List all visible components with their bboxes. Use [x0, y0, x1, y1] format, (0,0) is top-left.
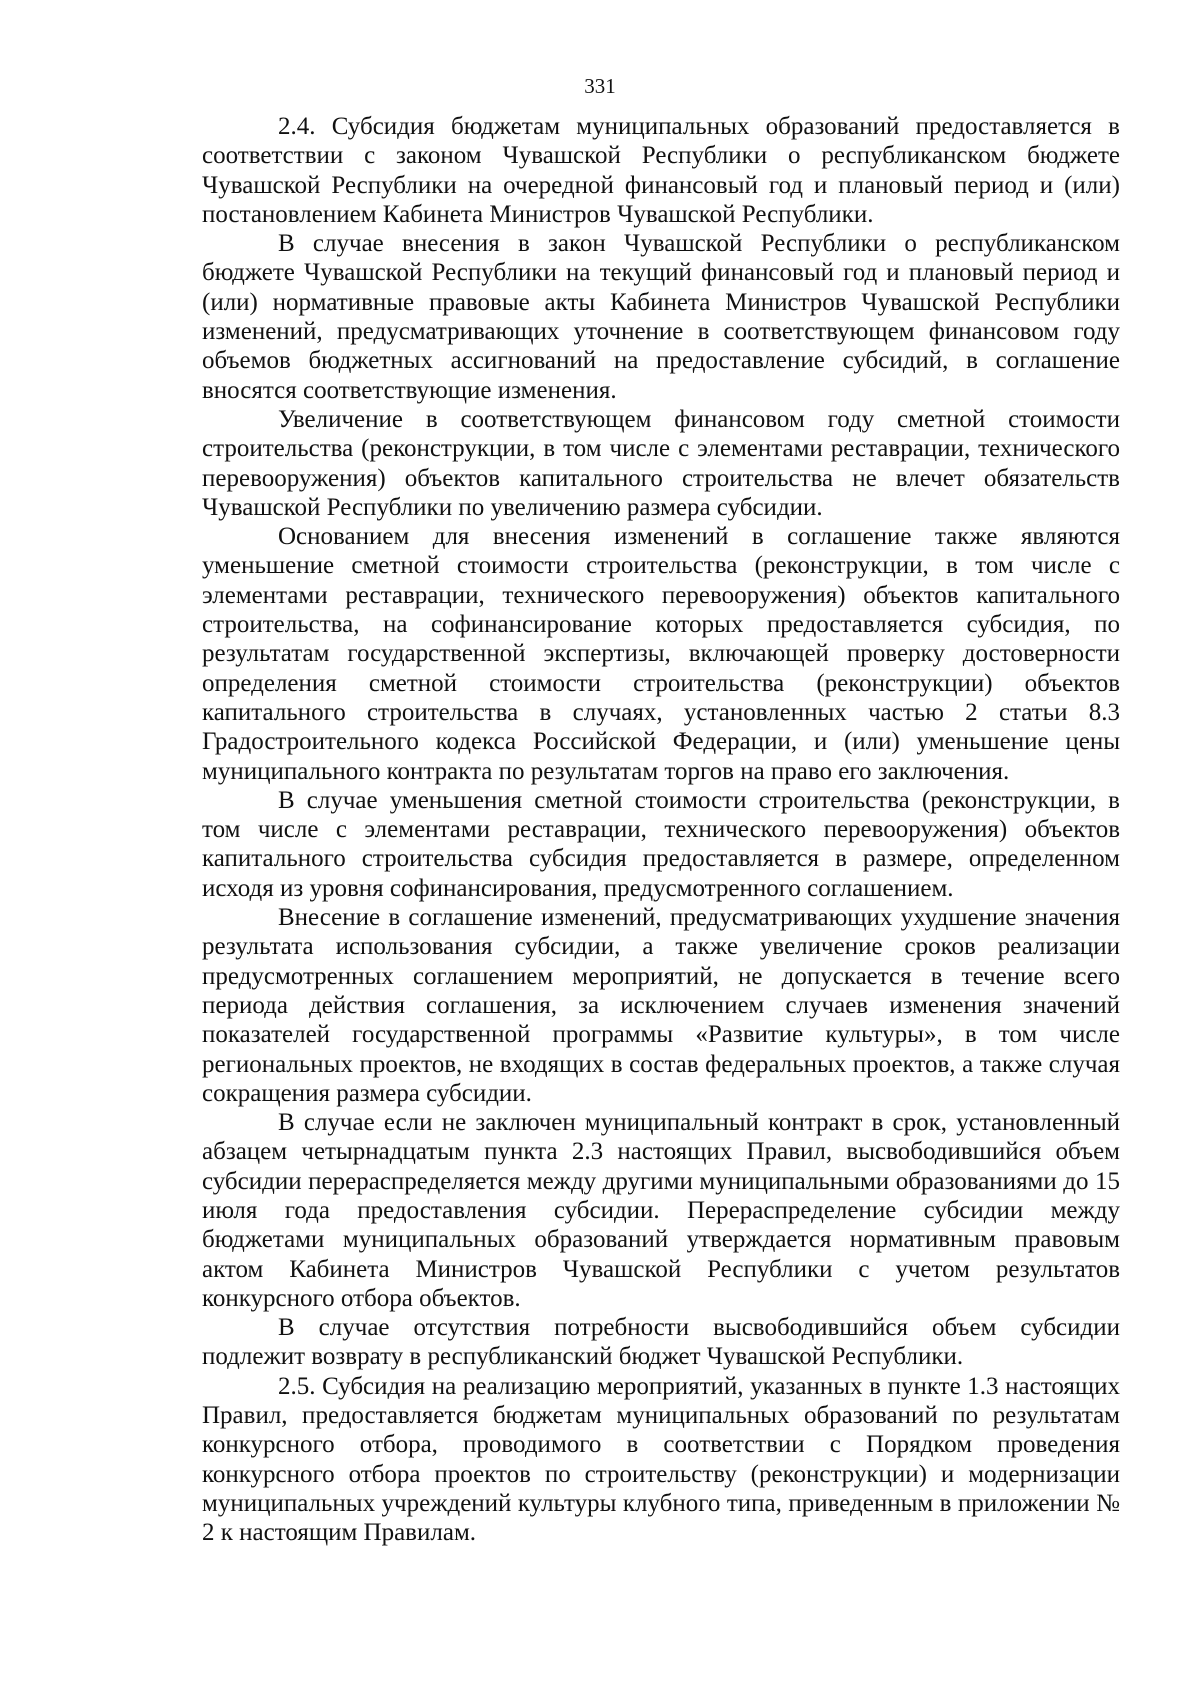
paragraph-return-to-budget: В случае отсутствия потребности высвободившийся объем субсидии подлежит возврату в республиканский бюджет Чувашской Республики.	[202, 1314, 1120, 1371]
paragraph-cost-decrease: В случае уменьшения сметной стоимости строительства (реконструкции, в том числе с элементами реставрации, технического перевооружения) объектов капитального строительства субсидия предоставляется в размере, определенном исходя из уровня софинансирования, предусмотренного соглашением.	[202, 786, 1120, 902]
paragraph-amendment-restrictions: Внесение в соглашение изменений, предусматривающих ухудшение значения результата использования субсидии, а также увеличение сроков реализации предусмотренных соглашением мероприятий, не допускается в течение всего периода действия соглашения, за исключением случаев изменения значений показателей государственной программы «Развитие культуры», в том числе региональных проектов, не входящих в состав федеральных проектов, а также случая сокращения размера субсидии.	[202, 904, 1120, 1107]
paragraph-2-4: 2.4. Субсидия бюджетам муниципальных образований предоставляется в соответствии с законом Чувашской Республики о республиканском бюджете Чувашской Республики на очередной финансовый год и плановый период и (или) постановлением Кабинета Министров Чувашской Республики.	[202, 113, 1120, 228]
paragraph-redistribution: В случае если не заключен муниципальный контракт в срок, установленный абзацем четырнадцатым пункта 2.3 настоящих Правил, высвободившийся объем субсидии перераспределяется между другими муниципальными образованиями до 15 июля года предоставления субсидии. Перераспределение субсидии между бюджетами муниципальных образований утверждается нормативным правовым актом Кабинета Министров Чувашской Республики с учетом результатов конкурсного отбора объектов.	[202, 1109, 1120, 1312]
paragraph-grounds-for-changes: Основанием для внесения изменений в соглашение также являются уменьшение сметной стоимости строительства (реконструкции, в том числе с элементами реставрации, технического перевооружения) объектов капитального строительства, на софинансирование которых предоставляется субсидия, по результатам государственной экспертизы, включающей проверку достоверности определения сметной стоимости строительства (реконструкции) объектов капитального строительства в случаях, установленных частью 2 статьи 8.3 Градостроительного кодекса Российской Федерации, и (или) уменьшение цены муниципального контракта по результатам торгов на право его заключения.	[202, 523, 1120, 785]
paragraph-budget-law-changes: В случае внесения в закон Чувашской Республики о республиканском бюджете Чувашской Республики на текущий финансовый год и плановый период и (или) нормативные правовые акты Кабинета Министров Чувашской Республики изменений, предусматривающих уточнение в соответствующем финансовом году объемов бюджетных ассигнований на предоставление субсидий, в соглашение вносятся соответствующие изменения.	[202, 230, 1120, 404]
paragraph-cost-increase: Увеличение в соответствующем финансовом году сметной стоимости строительства (реконструкции, в том числе с элементами реставрации, технического перевооружения) объектов капитального строительства не влечет обязательств Чувашской Республики по увеличению размера субсидии.	[202, 405, 1120, 521]
paragraph-2-5: 2.5. Субсидия на реализацию мероприятий, указанных в пункте 1.3 настоящих Правил, предоставляется бюджетам муниципальных образований по результатам конкурсного отбора, проводимого в соответствии с Порядком проведения конкурсного отбора проектов по строительству (реконструкции) и модернизации муниципальных учреждений культуры клубного типа, приведенным в приложении № 2 к настоящим Правилам.	[202, 1372, 1120, 1547]
document-body	[202, 112, 1120, 1548]
page-number: 331	[584, 74, 616, 98]
